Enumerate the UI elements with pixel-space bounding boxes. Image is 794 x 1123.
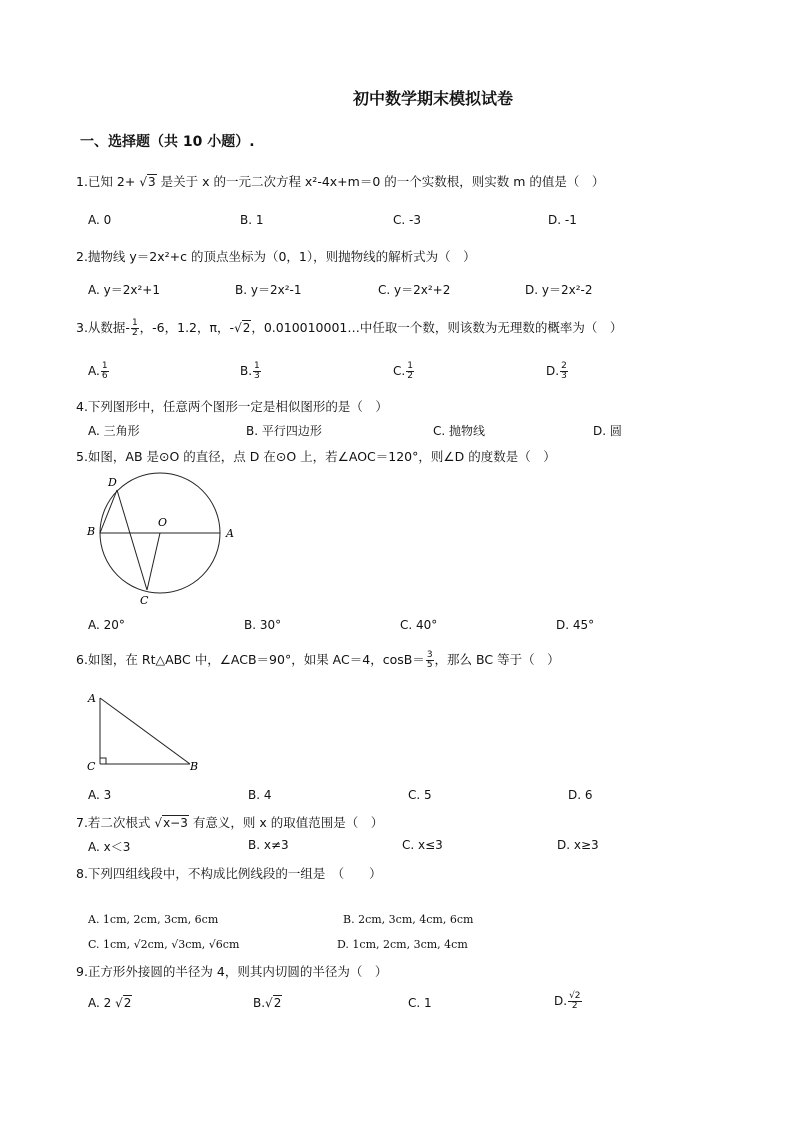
q1-option-c[interactable]: C. -3 [393,213,421,227]
q8-option-d[interactable]: D. 1cm, 2cm, 3cm, 4cm [337,938,468,951]
side-ab [100,698,190,764]
q4-option-b[interactable]: B. 平行四边形 [246,424,322,438]
q2-option-b[interactable]: B. y＝2x²-1 [235,283,302,297]
label-c: C [140,594,149,607]
label-d: D [108,476,117,489]
q3-option-d[interactable]: D. $\frac{2}{3}$ [546,361,567,381]
question-8: 8.下列四组线段中，不构成比例线段的一组是 （ ） [76,866,382,881]
label-c: C [87,760,96,773]
q2-option-c[interactable]: C. y＝2x²+2 [378,283,451,297]
q9-option-c[interactable]: C. 1 [408,996,432,1010]
q2-option-a[interactable]: A. y＝2x²+1 [88,283,160,297]
question-4: 4.下列图形中，任意两个图形一定是相似图形的是（ ） [76,399,388,414]
label-b: B [190,760,199,773]
q3-option-a[interactable]: A. $\frac{1}{6}$ [88,361,108,381]
question-7 [76,813,383,831]
q4-option-a[interactable]: A. 三角形 [88,424,140,438]
q1-option-b[interactable]: B. 1 [240,213,264,227]
q5-option-c[interactable]: C. 40° [400,618,438,632]
label-a: A [226,527,234,540]
fraction-three-fifths: $\frac{3}{5}$ [426,650,433,670]
chord-dc [117,490,147,590]
circle-diagram [80,470,250,610]
q3-option-c[interactable]: C. $\frac{1}{2}$ [393,361,413,381]
q8-option-b[interactable]: B. 2cm, 3cm, 4cm, 6cm [343,913,474,926]
question-5: 5.如图，AB 是⊙O 的直径，点 D 在⊙O 上，若∠AOC＝120°，则∠D 的度数是（ ） [76,449,556,464]
q4-option-c[interactable]: C. 抛物线 [433,424,486,438]
q1-option-d[interactable]: D. -1 [548,213,577,227]
q1-option-a[interactable]: A. 0 [88,213,112,227]
label-a: A [88,692,96,705]
q8-option-a[interactable]: A. 1cm, 2cm, 3cm, 6cm [88,913,219,926]
q6-option-d[interactable]: D. 6 [568,788,593,802]
q7-option-b[interactable]: B. x≠3 [248,838,289,852]
q1-text-a: 1.已知 2+ [76,174,136,189]
q6-text-b: ，那么 BC 等于（ ） [434,652,560,667]
question-9: 9.正方形外接圆的半径为 4，则其内切圆的半径为（ ） [76,964,388,979]
q7-text-a: 7.若二次根式 [76,815,151,830]
q7-option-d[interactable]: D. x≥3 [557,838,599,852]
sqrt-2: √2 [234,321,251,335]
label-b: B [87,525,96,538]
q3-option-b[interactable]: B. $\frac{1}{3}$ [240,361,260,381]
q5-option-d[interactable]: D. 45° [556,618,595,632]
sqrt-3: √3 [139,175,156,189]
q9-option-a[interactable]: A. 2 √2 [88,996,132,1010]
q5-option-a[interactable]: A. 20° [88,618,125,632]
fraction-half: $\frac{1}{2}$ [131,318,138,338]
q7-text-b: 有意义，则 x 的取值范围是（ ） [192,815,384,830]
q4-option-d[interactable]: D. 圆 [593,424,622,438]
q9-option-b[interactable]: B.√2 [253,996,282,1010]
q3-text-b: ，-6，1.2，π，- [139,320,235,335]
q5-option-b[interactable]: B. 30° [244,618,282,632]
question-6 [76,650,560,670]
radius-oc [147,533,160,590]
q6-text-a: 6.如图，在 Rt△ABC 中，∠ACB＝90°，如果 AC＝4，cosB＝ [76,652,425,667]
q6-option-a[interactable]: A. 3 [88,788,112,802]
section-heading: 一、选择题（共 10 小题）. [80,134,255,150]
triangle-diagram [84,688,214,778]
q6-option-b[interactable]: B. 4 [248,788,272,802]
q1-text-b: 是关于 x 的一元二次方程 x²-4x+m＝0 的一个实数根，则实数 m 的值是（ ） [160,174,605,189]
q7-option-a[interactable]: A. x＜3 [88,840,131,854]
chord-db [100,490,117,533]
q9-option-d[interactable]: D. $\frac{√2}{2}$ [554,991,581,1011]
question-2: 2.抛物线 y＝2x²+c 的顶点坐标为（0，1），则抛物线的解析式为（ ） [76,249,476,264]
q3-text-c: ，0.010010001…中任取一个数，则该数为无理数的概率为（ ） [251,320,623,335]
q2-option-d[interactable]: D. y＝2x²-2 [525,283,593,297]
q7-option-c[interactable]: C. x≤3 [402,838,443,852]
question-3 [76,318,622,338]
q6-option-c[interactable]: C. 5 [408,788,432,802]
sqrt-x-minus-3: √x−3 [154,816,188,830]
right-angle-mark [100,758,106,764]
label-o: O [158,516,168,529]
question-1 [76,172,604,190]
q3-text-a: 3.从数据- [76,320,130,335]
page-title: 初中数学期末模拟试卷 [352,89,513,108]
q8-option-c[interactable]: C. 1cm, √2cm, √3cm, √6cm [88,938,240,951]
